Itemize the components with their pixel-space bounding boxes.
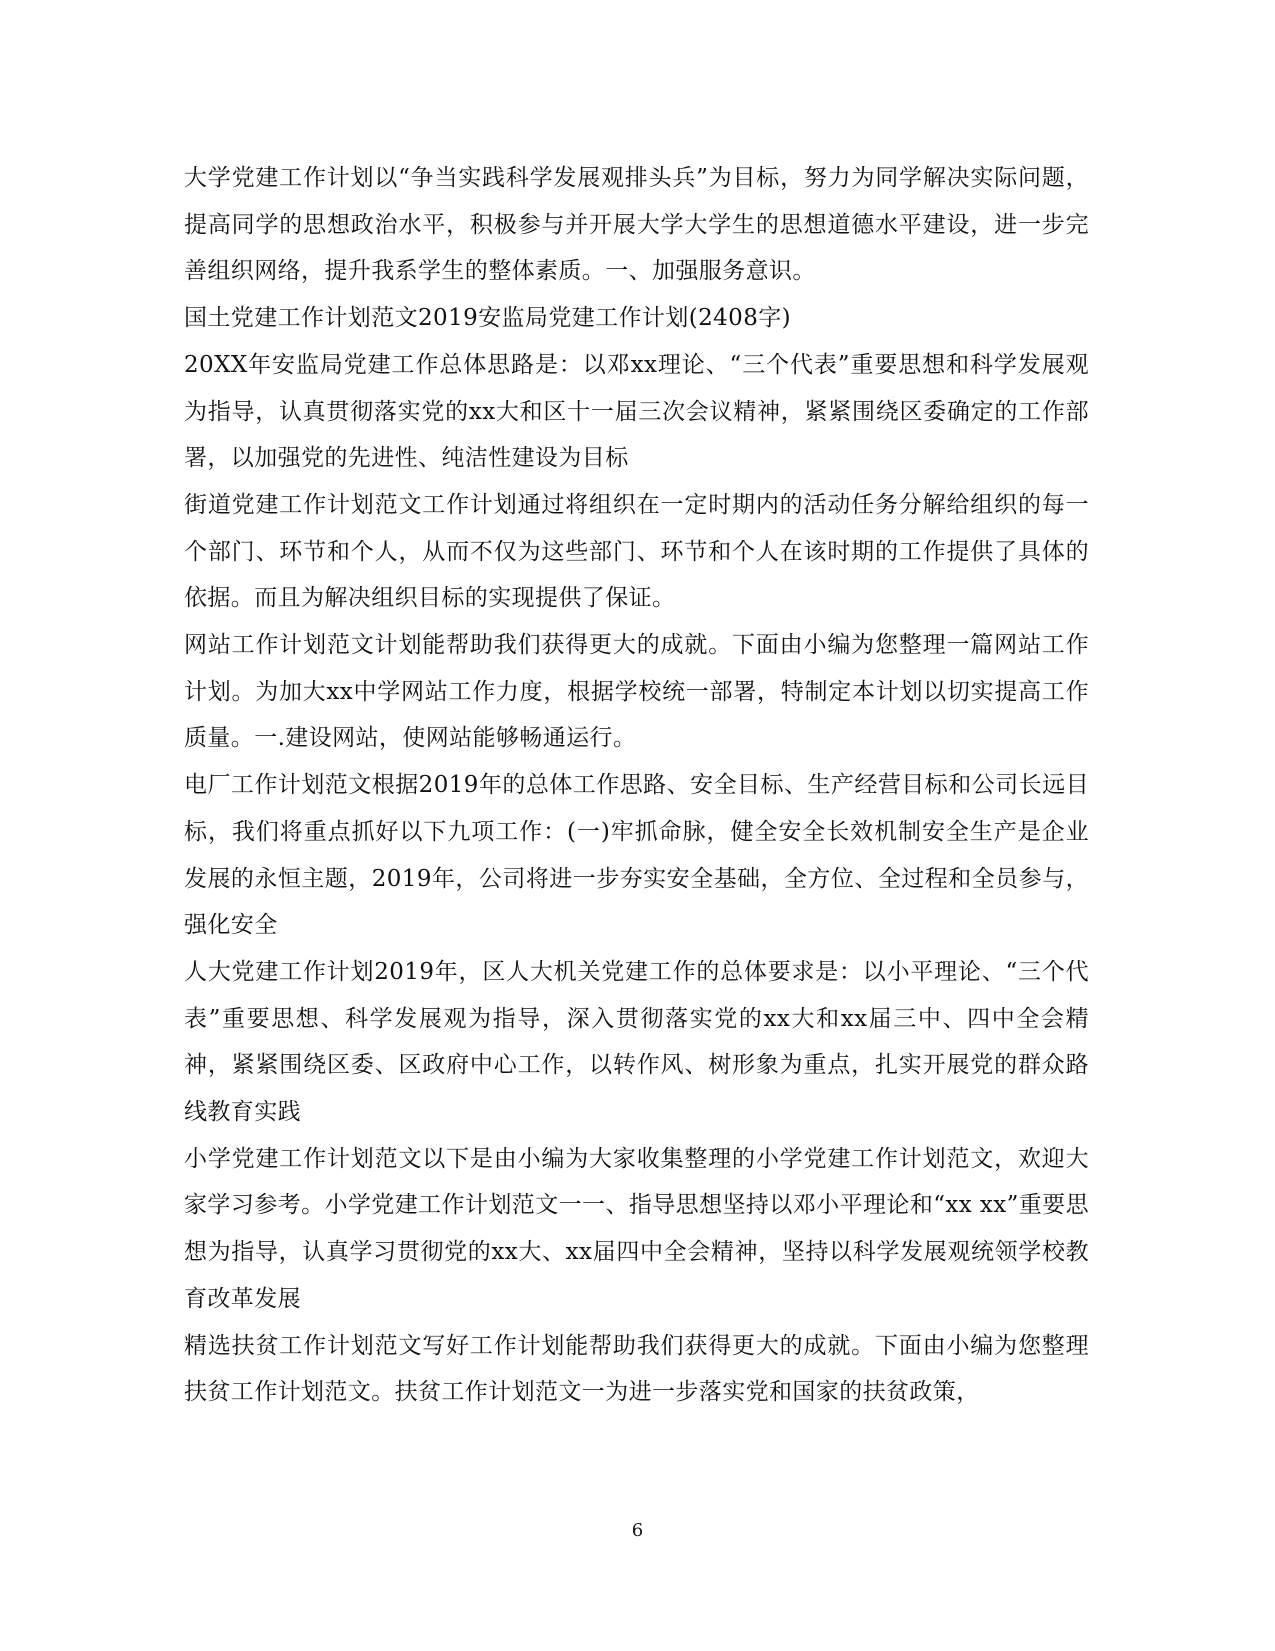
paragraph-safety-bureau-plan: 20XX年安监局党建工作总体思路是：以邓xx理论、“三个代表”重要思想和科学发展观为指导，认真贯彻落实党的xx大和区十一届三次会议精神，紧紧围绕区委确定的工作部署，以加强党的先进性、纯洁性建设为目标 — [184, 351, 1089, 472]
page-number: 6 — [631, 1520, 644, 1541]
document-body — [184, 155, 1089, 1416]
paragraph-land-party-plan: 国土党建工作计划范文2019安监局党建工作计划(2408字) — [184, 305, 792, 332]
paragraph-street-party-plan: 街道党建工作计划范文工作计划通过将组织在一定时期内的活动任务分解给组织的每一个部门、环节和个人，从而不仅为这些部门、环节和个人在该时期的工作提供了具体的依据。而且为解决组织目标的实现提供了保证。 — [184, 491, 1089, 612]
paragraph-poverty-alleviation-plan: 精选扶贫工作计划范文写好工作计划能帮助我们获得更大的成就。下面由小编为您整理扶贫工作计划范文。扶贫工作计划范文一为进一步落实党和国家的扶贫政策， — [184, 1332, 1089, 1406]
paragraph-university-party-plan: 大学党建工作计划以“争当实践科学发展观排头兵”为目标，努力为同学解决实际问题，提高同学的思想政治水平，积极参与并开展大学大学生的思想道德水平建设，进一步完善组织网络，提升我系学生的整体素质。一、加强服务意识。 — [184, 165, 1089, 285]
paragraph-power-plant-plan: 电厂工作计划范文根据2019年的总体工作思路、安全目标、生产经营目标和公司长远目标，我们将重点抓好以下九项工作：(一)牢抓命脉，健全安全长效机制安全生产是企业发展的永恒主题，2019年，公司将进一步夯实安全基础，全方位、全过程和全员参与，强化安全 — [184, 772, 1089, 939]
paragraph-peoples-congress-plan: 人大党建工作计划2019年，区人大机关党建工作的总体要求是：以小平理论、“三个代表”重要思想、科学发展观为指导，深入贯彻落实党的xx大和xx届三中、四中全会精神，紧紧围绕区委、区政府中心工作，以转作风、树形象为重点，扎实开展党的群众路线教育实践 — [184, 958, 1089, 1126]
paragraph-website-plan: 网站工作计划范文计划能帮助我们获得更大的成就。下面由小编为您整理一篇网站工作计划。为加大xx中学网站工作力度，根据学校统一部署，特制定本计划以切实提高工作质量。一.建设网站，使网站能够畅通运行。 — [184, 632, 1089, 752]
paragraph-primary-school-plan: 小学党建工作计划范文以下是由小编为大家收集整理的小学党建工作计划范文，欢迎大家学习参考。小学党建工作计划范文一一、指导思想坚持以邓小平理论和“xx xx”重要思想为指导，认真学习贯彻党的xx大、xx届四中全会精神，坚持以科学发展观统领学校教育改革发展 — [184, 1145, 1089, 1312]
